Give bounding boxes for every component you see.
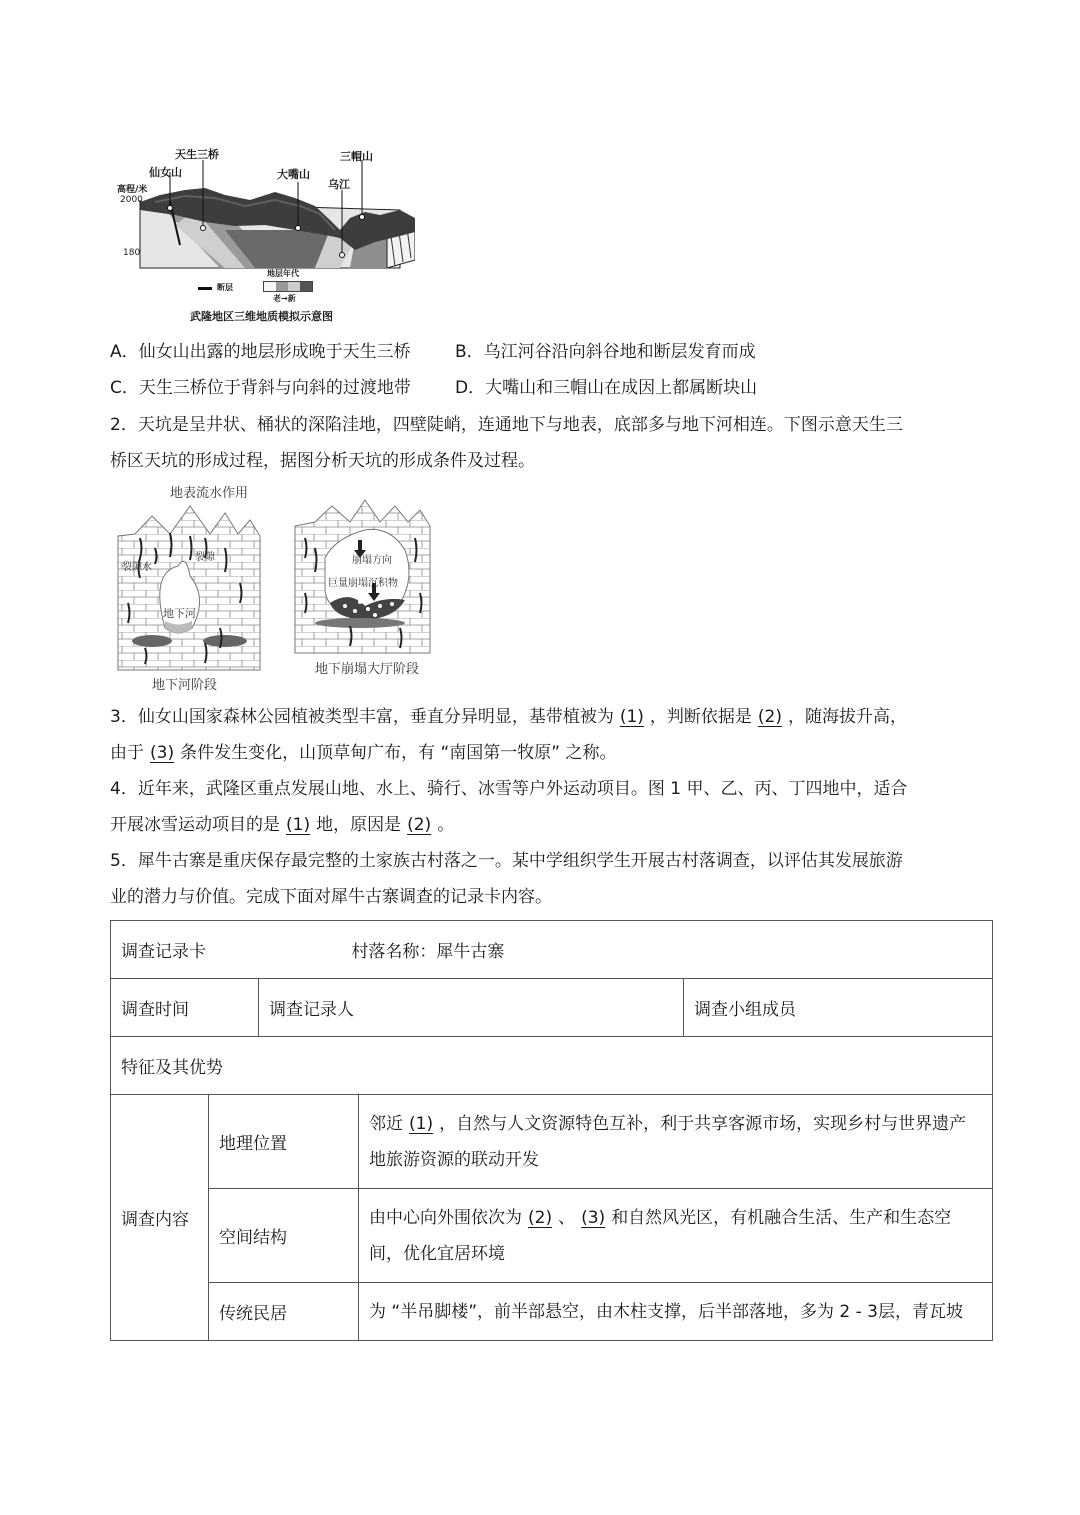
label-fissure-water: 裂隙水: [122, 562, 152, 573]
label-surface-water: 地表流水作用: [170, 486, 249, 501]
card-title: 调查记录卡: [121, 942, 206, 962]
blank-3: (3): [150, 743, 175, 763]
row-text-location: 邻近 (1) ，自然与人文资源特色互补，利于共享客源市场，实现乡村与世界遗产 地旅游资源的联动开发: [359, 1095, 993, 1189]
survey-time-cell: 调查时间: [111, 979, 259, 1037]
question-4-line1: 4．近年来，武隆区重点发展山地、水上、骑行、冰雪等户外运动项目。图 1 甲、乙、丙、丁四地中，适合: [110, 779, 908, 799]
question-4-line2: 开展冰雪运动项目的是 (1) 地，原因是 (2) 。: [110, 815, 455, 835]
option-a: A．仙女山出露的地层形成晚于天生三桥: [110, 342, 411, 362]
row-text-structure: 由中心向外围依次为 (2) 、 (3) 和自然风光区，有机融合生活、生产和生态空 间，优化宜居环境: [359, 1189, 993, 1283]
fault-legend-label: 断层: [217, 283, 233, 292]
blank-1: (1): [619, 707, 644, 727]
survey-record-card: [110, 920, 993, 1341]
option-d: D．大嘴山和三帽山在成因上都属断块山: [455, 378, 758, 398]
label-fissure: 裂隙: [195, 552, 215, 563]
label-wujiang: 乌江: [328, 178, 350, 191]
strata-legend-swatches: [263, 281, 313, 292]
option-c: C．天生三桥位于背斜与向斜的过渡地带: [110, 378, 411, 398]
label-collapse-direction: 崩塌方向: [352, 555, 392, 566]
row-label-structure: 空间结构: [209, 1189, 359, 1283]
y-axis-label: 高程/米: [117, 185, 148, 195]
members-cell: 调查小组成员: [684, 979, 993, 1037]
y-tick-2000: 2000: [120, 195, 143, 205]
blank-2: (2): [757, 707, 783, 727]
strata-legend-scale: 老→新: [273, 294, 296, 303]
figure1-title: 武隆地区三维地质模拟示意图: [190, 310, 333, 323]
recorder-cell: 调查记录人: [259, 979, 684, 1037]
row-label-dwelling: 传统民居: [209, 1283, 359, 1341]
blank-3: (3): [581, 1207, 606, 1228]
option-b: B．乌江河谷沿向斜谷地和断层发育而成: [455, 342, 756, 362]
blank-1: (1): [286, 815, 311, 835]
label-tianshengsanqiao: 天生三桥: [175, 148, 219, 161]
strata-legend-title: 地层年代: [267, 269, 299, 278]
blank-2: (2): [528, 1207, 553, 1228]
right-caption: 地下崩塌大厅阶段: [315, 662, 420, 677]
content-label-cell: 调查内容: [111, 1095, 209, 1341]
question-3-line1: 3．仙女山国家森林公园植被类型丰富，垂直分异明显，基带植被为 (1) ，判断依据是 (2) ，随海拔升高，: [110, 707, 908, 727]
question-5-line1: 5．犀牛古寨是重庆保存最完整的土家族古村落之一。某中学组织学生开展古村落调查，以评估其发展旅游: [110, 851, 903, 871]
y-tick-180: 180: [123, 248, 141, 258]
question-2-line1: 2．天坑是呈井状、桶状的深陷洼地，四壁陡峭，连通地下与地表，底部多与地下河相连。下图示意天生三: [110, 415, 903, 435]
row-text-dwelling: 为 “半吊脚楼”，前半部悬空，由木柱支撑，后半部落地，多为 2 - 3层，青瓦坡: [359, 1283, 993, 1341]
blank-1: (1): [409, 1113, 434, 1134]
village-name: 村落名称：犀牛古寨: [351, 942, 505, 962]
figure-geology-diagram: [115, 140, 415, 330]
label-dazuishan: 大嘴山: [277, 168, 310, 181]
label-collapse-deposits: 巨量崩塌沉积物: [328, 578, 398, 589]
question-3-line2: 由于 (3) 条件发生变化，山顶草甸广布，有 “南国第一牧原” 之称。: [110, 743, 617, 763]
question-5-line2: 业的潜力与价值。完成下面对犀牛古寨调查的记录卡内容。: [110, 887, 552, 907]
features-cell: 特征及其优势: [111, 1037, 993, 1095]
question-2-line2: 桥区天坑的形成过程，据图分析天坑的形成条件及过程。: [110, 451, 535, 471]
figure-tiankeng-formation: [110, 478, 440, 693]
blank-2: (2): [407, 815, 432, 835]
label-underground-river: 地下河: [163, 607, 196, 620]
left-caption: 地下河阶段: [152, 678, 218, 693]
label-sanmaoshan: 三帽山: [340, 150, 373, 163]
row-label-location: 地理位置: [209, 1095, 359, 1189]
fault-legend-icon: [198, 287, 212, 290]
label-xiannvshan: 仙女山: [149, 166, 182, 179]
card-header: [111, 921, 993, 979]
